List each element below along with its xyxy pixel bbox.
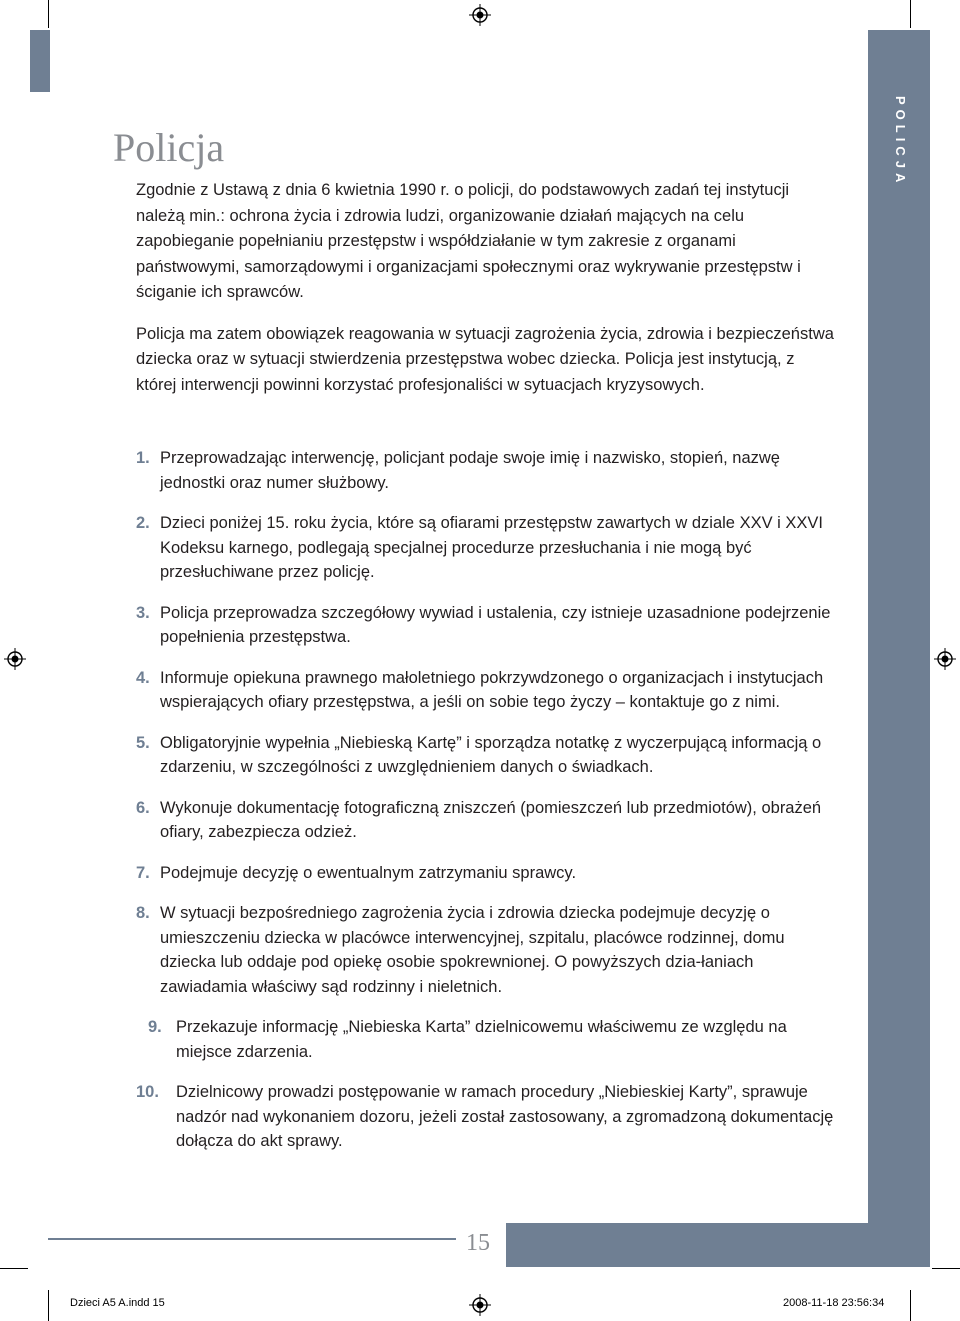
print-slug-file: Dzieci A5 A.indd 15 [70, 1297, 165, 1309]
registration-mark-icon [469, 4, 491, 26]
list-item-text: Przekazuje informację „Niebieska Karta” dzielnicowemu właściwemu ze względu na miejsce zdarzenia. [176, 1018, 787, 1061]
list-item [136, 601, 836, 650]
list-number: 9. [148, 1018, 162, 1036]
list-number: 2. [136, 514, 150, 532]
list-item-text: Informuje opiekuna prawnego małoletniego pokrzywdzonego o organizacjach i instytucjach wspierających ofiary przestępstwa, a jeśli on sobie tego życzy – kontaktuje go z nimi. [160, 668, 824, 711]
procedure-list [136, 446, 836, 1154]
intro-text [136, 178, 836, 414]
list-number: 10. [136, 1083, 159, 1101]
list-item-text: W sytuacji bezpośredniego zagrożenia życia i zdrowia dziecka podejmuje decyzję o umieszczeniu dziecka w placówce interwencyjnej, szpitalu, placówce rodzinnej, domu dziecka lub oddaje pod opiekę osobie spokrewnionej. O powyższych dzia-łaniach zawiadamia właściwy sąd rodzinny i nieletnich. [160, 904, 785, 996]
list-number: 7. [136, 863, 150, 882]
page-title: Policja [113, 125, 225, 170]
list-item-text: Dzielnicowy prowadzi postępowanie w ramach procedury „Niebieskiej Karty”, sprawuje nadzór nad wykonaniem dozoru, jeżeli został zastosowany, a zgromadzoną dokumentację dołącza do akt sprawy. [176, 1083, 834, 1150]
crop-mark [48, 0, 49, 28]
list-item [136, 901, 836, 999]
crop-mark [932, 1268, 960, 1269]
list-item [136, 446, 836, 495]
list-number: 6. [136, 798, 150, 817]
list-item-text: Obligatoryjnie wypełnia „Niebieską Kartę” i sporządza notatkę z wyczerpującą informacją o zdarzeniu, w szczególności z uwzględnieniem danych o świadkach. [160, 733, 822, 776]
list-item [136, 796, 836, 845]
paragraph: Policja ma zatem obowiązek reagowania w sytuacji zagrożenia życia, zdrowia i bezpieczeństwa dziecka oraz w sytuacji stwierdzenia przestępstwa wobec dziecka. Policja jest instytucją, z której interwencji powinni korzystać profesjonaliści w sytuacjach kryzysowych. [136, 324, 834, 394]
list-item-text: Policja przeprowadza szczegółowy wywiad i ustalenia, czy istnieje uzasadnione podejrzenie popełnienia przestępstwa. [160, 603, 831, 646]
registration-mark-icon [934, 648, 956, 670]
list-item [136, 731, 836, 780]
left-accent-band [30, 30, 50, 92]
crop-mark [0, 1268, 28, 1269]
list-item-text: Dzieci poniżej 15. roku życia, które są ofiarami przestępstw zawartych w dziale XXV i XXVI Kodeksu karnego, podlegają specjalnej procedurze przesłuchania i nie mogą być przesłuchiwane przez policję. [160, 514, 824, 581]
list-number: 8. [136, 904, 150, 922]
list-number: 4. [136, 668, 150, 687]
list-item [136, 861, 836, 886]
print-slug-date: 2008-11-18 23:56:34 [783, 1297, 885, 1309]
crop-mark [910, 0, 911, 28]
top-band-cut [50, 30, 868, 92]
list-item [136, 666, 836, 715]
page-number: 15 [466, 1230, 490, 1256]
list-number: 5. [136, 733, 150, 752]
crop-mark [910, 1290, 911, 1321]
paragraph: Zgodnie z Ustawą z dnia 6 kwietnia 1990 r. o policji, do podstawowych zadań tej instytucji należą min.: ochrona życia i zdrowia ludzi, organizowanie działań mających na celu zapobieganie popełnianiu przestępstw i współdziałanie w tym zakresie z organami państwowymi, samorządowymi i organizacjami społecznymi oraz wykrywanie przestępstw i ściganie ich sprawców. [136, 181, 801, 301]
list-item-text: Przeprowadzając interwencję, policjant podaje swoje imię i nazwisko, stopień, nazwę jednostki oraz numer służbowy. [160, 449, 780, 492]
list-number: 1. [136, 449, 150, 467]
footer-rule [48, 1238, 456, 1240]
footer-accent-band [456, 1223, 930, 1267]
side-tab-label: POLICJA [893, 96, 908, 188]
list-item-text: Wykonuje dokumentację fotograficzną zniszczeń (pomieszczeń lub przedmiotów), obrażeń ofiary, zabezpiecza odzież. [160, 798, 822, 841]
list-number: 3. [136, 603, 150, 622]
right-accent-band [868, 92, 930, 1267]
crop-mark [48, 1290, 49, 1321]
registration-mark-icon [469, 1294, 491, 1316]
list-item-text: Podejmuje decyzję o ewentualnym zatrzymaniu sprawcy. [160, 863, 577, 882]
list-item [136, 1080, 836, 1154]
registration-mark-icon [4, 648, 26, 670]
list-item [136, 1015, 836, 1064]
list-item [136, 511, 836, 585]
